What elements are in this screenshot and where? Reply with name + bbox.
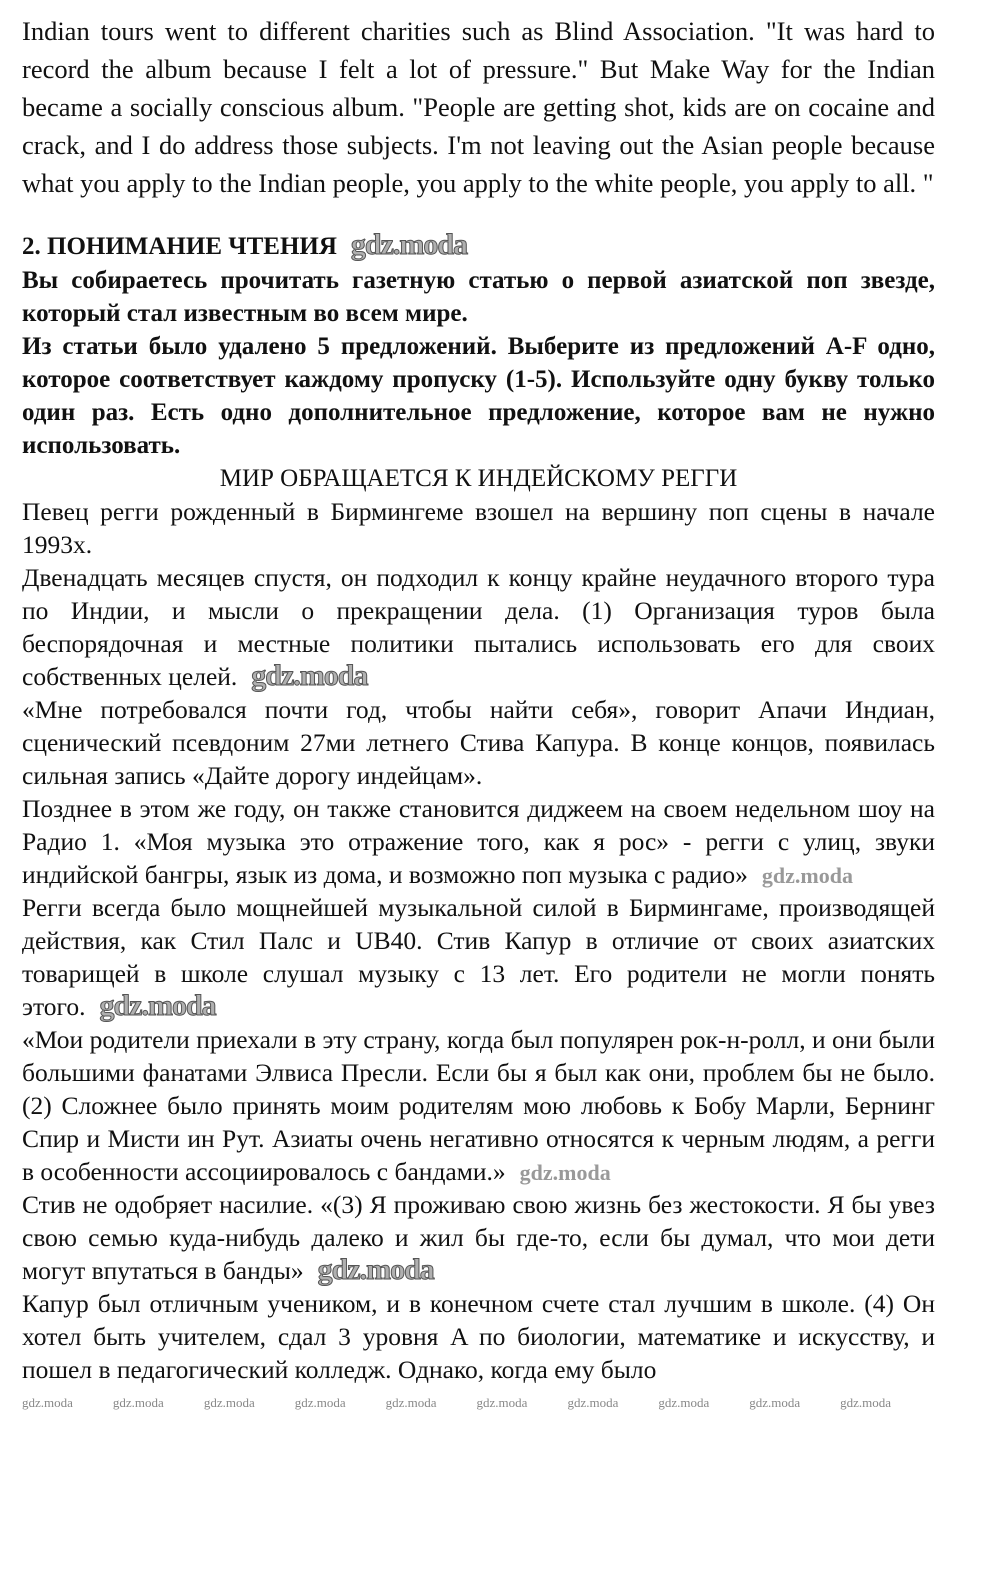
- article-paragraph: «Мои родители приехали в эту страну, когда был популярен рок-н-ролл, и они были большими фанатами Элвиса Пресли. Если бы я был как они, проблем бы не было. (2) Сложнее было принять моим родителям мою любовь к Бобу Марли, Бернинг Спир и Мисти ин Рут. Азиаты очень негативно относятся к черным людям, а регги в особенности ассоциировалось с бандами.»: [22, 1025, 935, 1186]
- watermark: gdz.moda: [567, 1395, 619, 1410]
- watermark: gdz.moda: [22, 1395, 73, 1410]
- instruction-intro: Вы собираетесь прочитать газетную статью о первой азиатской поп звезде, который стал известным во всем мире.: [22, 267, 935, 327]
- article-paragraph: Капур был отличным учеником, и в конечном счете стал лучшим в школе. (4) Он хотел быть учителем, сдал 3 уровня A по биологии, математике и искусству, и пошел в педагогический колледж. Однако, когда ему было: [22, 1289, 935, 1384]
- english-paragraph: Indian tours went to different charities such as Blind Association. "It was hard to record the album because I felt a lot of pressure." But Make Way for the Indian became a socially conscious album. "People are getting shot, kids are on cocaine and crack, and I do address those subjects. I'm not leaving out the Asian people because what you apply to the Indian people, you apply to the white people, you apply to all. ": [22, 16, 935, 198]
- article-paragraph-wrap: [22, 891, 935, 1023]
- section-heading-line: [22, 230, 935, 264]
- article-paragraph: «Мне потребовался почти год, чтобы найти себя», говорит Апачи Индиан, сценический псевдоним 27ми летнего Стива Капура. В конце концов, появилась сильная запись «Дайте дорогу индейцам».: [22, 695, 935, 790]
- watermark: gdz.moda: [761, 863, 853, 888]
- section-heading: 2. ПОНИМАНИЕ ЧТЕНИЯ: [22, 233, 337, 260]
- article-title: МИР ОБРАЩАЕТСЯ К ИНДЕЙСКОМУ РЕГГИ: [219, 465, 738, 492]
- article-paragraph: Певец регги рожденный в Бирмингеме взошел на вершину поп сцены в начале 1993х.: [22, 497, 935, 559]
- watermark: gdz.moda: [658, 1395, 710, 1410]
- watermark: gdz.moda: [476, 1395, 528, 1410]
- article-paragraph: Позднее в этом же году, он также становится диджеем на своем недельном шоу на Радио 1. «Моя музыка это отражение того, как я рос» - регги с улиц, звуки индийской бангры, язык из дома, и возможно поп музыка с радио»: [22, 794, 935, 889]
- watermark: gdz.moda: [519, 1160, 611, 1185]
- document-page: [22, 12, 935, 1409]
- article-paragraph-wrap: [22, 1023, 935, 1188]
- article-paragraph: Двенадцать месяцев спустя, он подходил к концу крайне неудачного второго тура по Индии, и мысли о прекращении дела. (1) Организация туров была беспорядочная и местные политики пытались использовать его для своих собственных целей.: [22, 563, 935, 691]
- article-body: [22, 495, 935, 1386]
- article-paragraph: Стив не одобряет насилие. «(3) Я проживаю свою жизнь без жестокости. Я бы увез свою семью куда-нибудь далеко и жил бы где-то, если бы думал, что мои дети могут впутаться в банды»: [22, 1190, 935, 1285]
- watermark: gdz.moda: [251, 659, 368, 692]
- watermark: gdz.moda: [840, 1395, 892, 1410]
- english-excerpt: [22, 12, 935, 202]
- article-paragraph-wrap: [22, 1188, 935, 1287]
- watermark: gdz.moda: [350, 228, 468, 261]
- watermark: gdz.moda: [749, 1395, 801, 1410]
- watermark: gdz.moda: [112, 1395, 164, 1410]
- article-paragraph-wrap: [22, 561, 935, 693]
- watermark: gdz.moda: [99, 989, 216, 1022]
- article-paragraph-wrap: [22, 792, 935, 891]
- article-paragraph: Регги всегда было мощнейшей музыкальной силой в Бирмингаме, производящей действия, как Стил Палс и UB40. Стив Капур в отличие от своих азиатских товарищей в школе слушал музыку с 13 лет. Его родители не могли понять этого.: [22, 893, 935, 1021]
- watermark: gdz.moda: [203, 1395, 255, 1410]
- small-watermarks: [22, 1396, 935, 1409]
- watermark: gdz.moda: [294, 1395, 346, 1410]
- watermark: gdz.moda: [317, 1253, 434, 1286]
- watermark: gdz.moda: [385, 1395, 437, 1410]
- instruction-task: Из статьи было удалено 5 предложений. Выберите из предложений A-F одно, которое соответствует каждому пропуску (1-5). Используйте одну букву только один раз. Есть одно дополнительное предложение, которое вам не нужно использовать.: [22, 333, 935, 459]
